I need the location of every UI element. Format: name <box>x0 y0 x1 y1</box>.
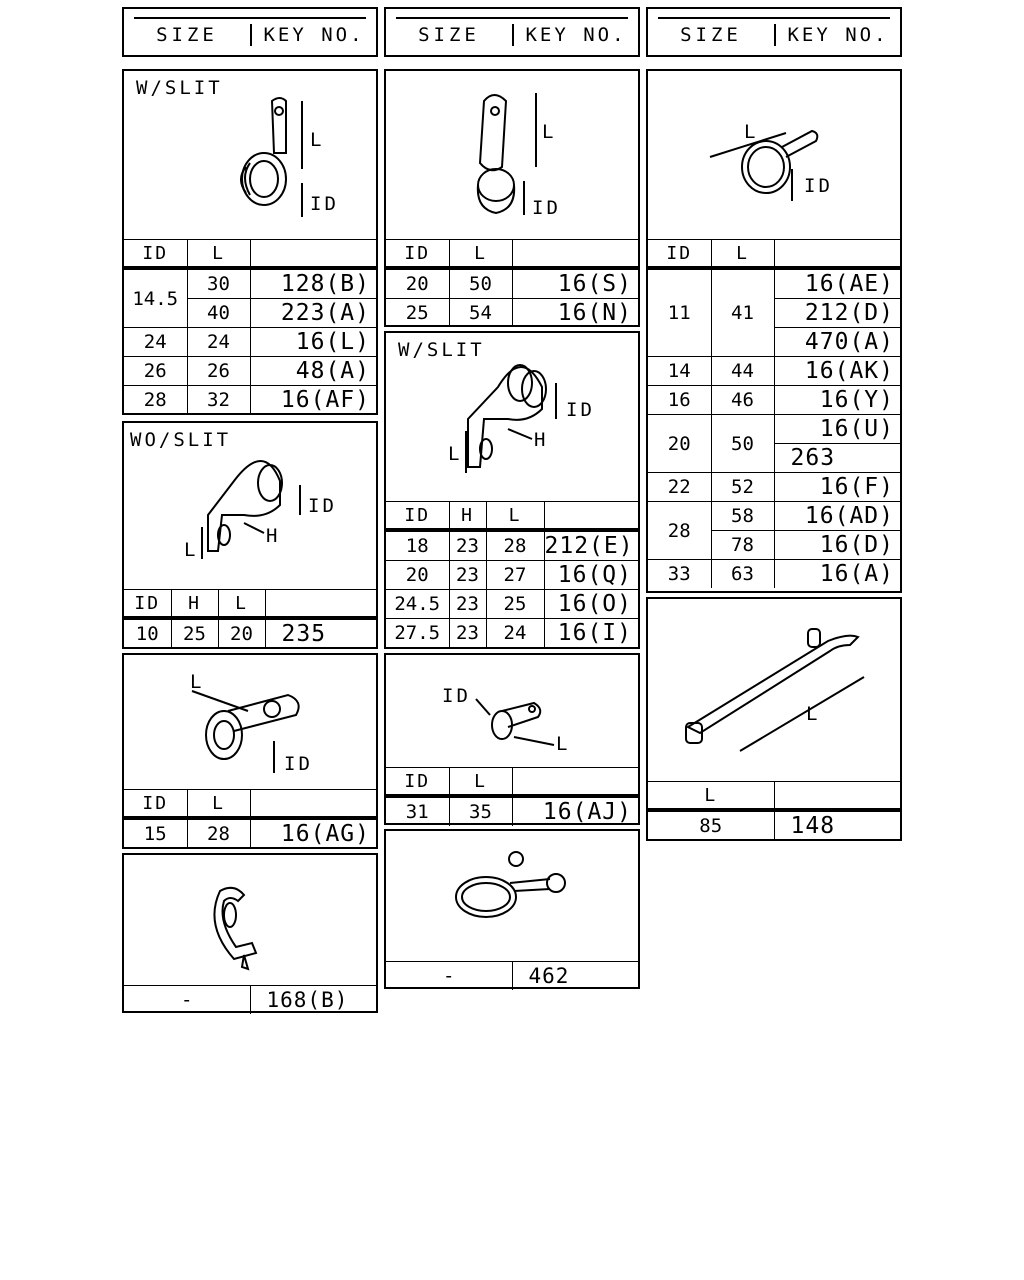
table-cell <box>265 590 376 619</box>
dim-l: L <box>542 121 557 143</box>
dim-l: L <box>744 121 759 143</box>
table-cell: 25 <box>171 618 218 648</box>
table-row <box>386 796 638 826</box>
table-row <box>124 328 376 357</box>
table-cell: 16(S) <box>512 268 638 299</box>
table-header <box>124 790 376 819</box>
dim-l: L <box>184 539 199 561</box>
size-table <box>386 501 638 647</box>
table-row <box>648 386 900 415</box>
table-cell: 16(N) <box>512 299 638 328</box>
table-cell: 24.5 <box>386 590 449 619</box>
table-row <box>386 268 638 299</box>
table-cell: 20 <box>386 268 449 299</box>
dim-h: H <box>534 429 549 451</box>
table-cell: 18 <box>386 530 449 561</box>
size-label: SIZE <box>156 24 218 46</box>
table-cell: ID <box>386 240 449 269</box>
band-clamp-illustration <box>648 71 900 239</box>
panel-small-clamp <box>384 653 640 825</box>
table-cell: ID <box>124 590 171 619</box>
table-cell: 31 <box>386 796 449 826</box>
table-cell: 58 <box>711 502 774 531</box>
table-row <box>648 268 900 299</box>
table-cell: 85 <box>648 810 774 840</box>
size-table <box>648 239 900 588</box>
table-cell: 78 <box>711 531 774 560</box>
table-cell <box>250 790 376 819</box>
table-cell: L <box>187 790 250 819</box>
caption: W/SLIT <box>398 339 485 361</box>
table-cell <box>774 782 900 811</box>
table-header <box>386 240 638 269</box>
table-cell: 263 <box>774 444 900 473</box>
table-cell: H <box>449 502 486 531</box>
table-row <box>386 561 638 590</box>
strap-illustration <box>648 599 900 781</box>
panel-clamp-flat <box>122 653 378 849</box>
table-cell: 16(AJ) <box>512 796 638 826</box>
table-row <box>648 502 900 531</box>
table-cell: 14.5 <box>124 268 187 328</box>
panel-clamp-wo-slit <box>122 421 378 649</box>
table-row <box>386 590 638 619</box>
ring-tie-illustration <box>386 831 638 961</box>
table-cell: 63 <box>711 560 774 589</box>
table-cell <box>512 240 638 269</box>
table-row <box>386 962 638 991</box>
table-cell: - <box>386 962 512 991</box>
table-row <box>124 386 376 415</box>
size-table <box>386 767 638 826</box>
table-cell: L <box>711 240 774 269</box>
table-cell: 24 <box>187 328 250 357</box>
table-cell: 16 <box>648 386 711 415</box>
clip-illustration <box>124 855 376 985</box>
table-cell: 128(B) <box>250 268 376 299</box>
table-cell: L <box>449 240 512 269</box>
table-cell: 148 <box>774 810 900 840</box>
size-table <box>648 781 900 840</box>
p-clamp-illustration <box>386 71 638 239</box>
size-label: SIZE <box>418 24 480 46</box>
table-cell: ID <box>386 502 449 531</box>
caption: W/SLIT <box>136 77 223 99</box>
table-cell: 28 <box>486 530 544 561</box>
key-no-label: KEY NO. <box>774 24 900 46</box>
dim-id: ID <box>284 753 313 775</box>
table-header <box>386 502 638 531</box>
table-row <box>386 299 638 328</box>
table-cell: 16(AF) <box>250 386 376 415</box>
table-cell: 462 <box>512 962 638 991</box>
size-table <box>386 239 638 327</box>
table-row <box>648 415 900 444</box>
table-cell: 16(AD) <box>774 502 900 531</box>
table-cell: 223(A) <box>250 299 376 328</box>
table-row <box>124 268 376 299</box>
table-header <box>124 240 376 269</box>
table-header <box>648 782 900 811</box>
panel-ring-tie <box>384 829 640 989</box>
dim-l: L <box>806 703 821 725</box>
table-cell: 16(AG) <box>250 818 376 848</box>
table-cell: 27.5 <box>386 619 449 648</box>
table-cell: 28 <box>124 386 187 415</box>
panel-clamp-w-slit-h <box>384 331 640 649</box>
table-cell: 50 <box>711 415 774 473</box>
table-cell: 26 <box>187 357 250 386</box>
table-cell: 20 <box>648 415 711 473</box>
table-cell: ID <box>124 240 187 269</box>
table-cell: 14 <box>648 357 711 386</box>
table-header <box>124 590 376 619</box>
table-cell: 16(U) <box>774 415 900 444</box>
table-cell: 10 <box>124 618 171 648</box>
table-header <box>386 768 638 797</box>
table-row <box>648 473 900 502</box>
table-cell: 32 <box>187 386 250 415</box>
size-label: SIZE <box>680 24 742 46</box>
table-cell: 22 <box>648 473 711 502</box>
key-table <box>124 985 376 1014</box>
table-cell: 23 <box>449 561 486 590</box>
table-cell: 40 <box>187 299 250 328</box>
table-cell: ID <box>648 240 711 269</box>
table-cell: L <box>486 502 544 531</box>
table-cell: 24 <box>486 619 544 648</box>
table-row <box>648 810 900 840</box>
table-cell: 30 <box>187 268 250 299</box>
table-cell: 168(B) <box>250 986 376 1015</box>
dim-id: ID <box>308 495 337 517</box>
table-cell: 50 <box>449 268 512 299</box>
table-cell: 16(I) <box>544 619 638 648</box>
table-cell: 16(Y) <box>774 386 900 415</box>
table-cell: ID <box>124 790 187 819</box>
table-row <box>648 560 900 589</box>
table-cell: 46 <box>711 386 774 415</box>
key-no-label: KEY NO. <box>512 24 638 46</box>
size-table <box>124 789 376 848</box>
table-cell: 26 <box>124 357 187 386</box>
clamp-no-slit-illustration <box>124 423 376 589</box>
table-cell: L <box>218 590 265 619</box>
size-keyno-header-1 <box>122 7 378 57</box>
dim-id: ID <box>310 193 339 215</box>
panel-band-clamp <box>646 69 902 593</box>
table-cell: 16(D) <box>774 531 900 560</box>
table-row <box>124 986 376 1015</box>
table-row <box>386 530 638 561</box>
table-cell: 16(Q) <box>544 561 638 590</box>
panel-p-clamp <box>384 69 640 327</box>
table-cell: L <box>187 240 250 269</box>
table-cell: 35 <box>449 796 512 826</box>
small-clamp-illustration <box>386 655 638 767</box>
panel-clamp-w-slit <box>122 69 378 415</box>
table-row <box>648 357 900 386</box>
key-no-label: KEY NO. <box>250 24 376 46</box>
panel-clip <box>122 853 378 1013</box>
table-cell: 48(A) <box>250 357 376 386</box>
table-cell: 16(A) <box>774 560 900 589</box>
key-table <box>386 961 638 990</box>
dim-l: L <box>190 671 205 693</box>
table-cell: - <box>124 986 250 1015</box>
table-cell: 235 <box>265 618 376 648</box>
table-cell: 28 <box>648 502 711 560</box>
table-cell: 28 <box>187 818 250 848</box>
table-cell: L <box>449 768 512 797</box>
table-cell: 52 <box>711 473 774 502</box>
dim-h: H <box>266 525 281 547</box>
size-keyno-header-2 <box>384 7 640 57</box>
table-cell: 33 <box>648 560 711 589</box>
table-cell: 16(AE) <box>774 268 900 299</box>
table-cell: 16(L) <box>250 328 376 357</box>
dim-id: ID <box>566 399 595 421</box>
size-table <box>124 239 376 414</box>
dim-l: L <box>556 733 571 755</box>
table-cell: 15 <box>124 818 187 848</box>
caption: WO/SLIT <box>130 429 232 451</box>
table-cell: 23 <box>449 530 486 561</box>
size-keyno-header-3 <box>646 7 902 57</box>
table-cell: H <box>171 590 218 619</box>
table-row <box>386 619 638 648</box>
table-row <box>124 818 376 848</box>
table-cell <box>512 768 638 797</box>
table-cell: 16(AK) <box>774 357 900 386</box>
table-cell: 44 <box>711 357 774 386</box>
table-cell: 470(A) <box>774 328 900 357</box>
dim-l: L <box>448 443 463 465</box>
dim-id: ID <box>442 685 471 707</box>
table-cell <box>250 240 376 269</box>
table-cell: 23 <box>449 590 486 619</box>
clamp-slit-h-illustration <box>386 333 638 501</box>
table-cell: 20 <box>386 561 449 590</box>
table-cell: 212(D) <box>774 299 900 328</box>
dim-l: L <box>310 129 325 151</box>
table-cell: 41 <box>711 268 774 357</box>
table-cell: 27 <box>486 561 544 590</box>
table-header <box>648 240 900 269</box>
table-cell <box>544 502 638 531</box>
table-cell: 16(O) <box>544 590 638 619</box>
dim-id: ID <box>804 175 833 197</box>
table-cell: 23 <box>449 619 486 648</box>
table-cell: 11 <box>648 268 711 357</box>
table-cell <box>774 240 900 269</box>
flat-clamp-illustration <box>124 655 376 789</box>
panel-strap <box>646 597 902 841</box>
table-row <box>124 618 376 648</box>
table-cell: 25 <box>486 590 544 619</box>
table-row <box>124 357 376 386</box>
size-table <box>124 589 376 648</box>
table-cell: 16(F) <box>774 473 900 502</box>
table-cell: ID <box>386 768 449 797</box>
table-cell: 212(E) <box>544 530 638 561</box>
table-cell: 25 <box>386 299 449 328</box>
table-cell: L <box>648 782 774 811</box>
table-cell: 20 <box>218 618 265 648</box>
table-cell: 54 <box>449 299 512 328</box>
dim-id: ID <box>532 197 561 219</box>
table-cell: 24 <box>124 328 187 357</box>
